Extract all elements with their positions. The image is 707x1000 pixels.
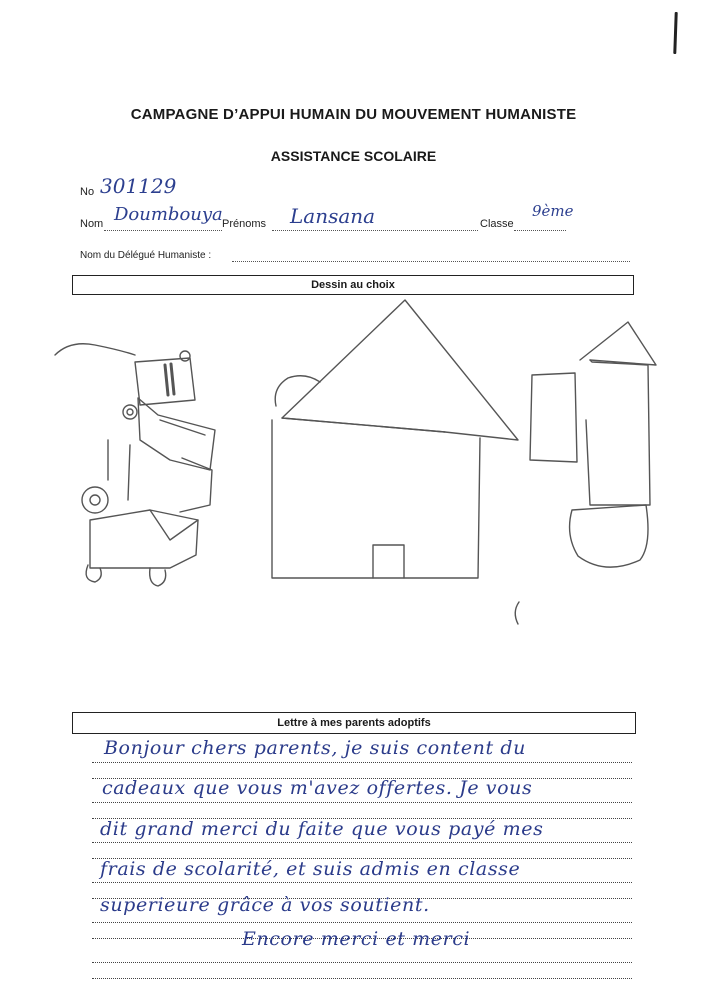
letter-rule bbox=[92, 882, 632, 883]
letter-line-3: dit grand merci du faite que vous payé mes bbox=[100, 818, 544, 840]
nom-label: Nom bbox=[80, 218, 104, 230]
prenoms-value: Lansana bbox=[290, 204, 376, 228]
prenoms-label: Prénoms bbox=[222, 218, 267, 230]
form-title: CAMPAGNE D’APPUI HUMAIN DU MOUVEMENT HUMANISTE bbox=[130, 106, 577, 123]
classe-label: Classe bbox=[480, 218, 514, 230]
nom-value: Doumbouya bbox=[114, 204, 223, 225]
no-label: No bbox=[80, 186, 95, 198]
classe-value: 9ème bbox=[532, 202, 574, 220]
delegue-label: Nom du Délégué Humaniste : bbox=[80, 250, 212, 261]
letter-rule bbox=[92, 762, 632, 763]
letter-rule bbox=[92, 842, 632, 843]
letter-rule bbox=[92, 802, 632, 803]
house-drawing bbox=[272, 300, 518, 578]
letter-rule bbox=[92, 922, 632, 923]
letter-line-1: Bonjour chers parents, je suis content du bbox=[104, 737, 526, 759]
robot-figure-drawing bbox=[55, 344, 215, 586]
letter-section-header bbox=[72, 712, 636, 734]
letter-line-2: cadeaux que vous m'avez offertes. Je vous bbox=[102, 777, 533, 799]
form-subtitle: ASSISTANCE SCOLAIRE bbox=[270, 148, 437, 164]
letter-line-6: Encore merci et merci bbox=[242, 928, 471, 950]
letter-section-title: Lettre à mes parents adoptifs bbox=[277, 717, 431, 729]
letter-line-5: superieure grâce à vos soutient. bbox=[100, 894, 430, 916]
tower-drawing bbox=[515, 322, 656, 624]
letter-line-4: frais de scolarité, et suis admis en classe bbox=[100, 858, 521, 880]
letter-rule bbox=[92, 978, 632, 979]
drawing-section-title: Dessin au choix bbox=[311, 279, 395, 291]
no-value: 301129 bbox=[100, 174, 177, 198]
letter-rule bbox=[92, 962, 632, 963]
